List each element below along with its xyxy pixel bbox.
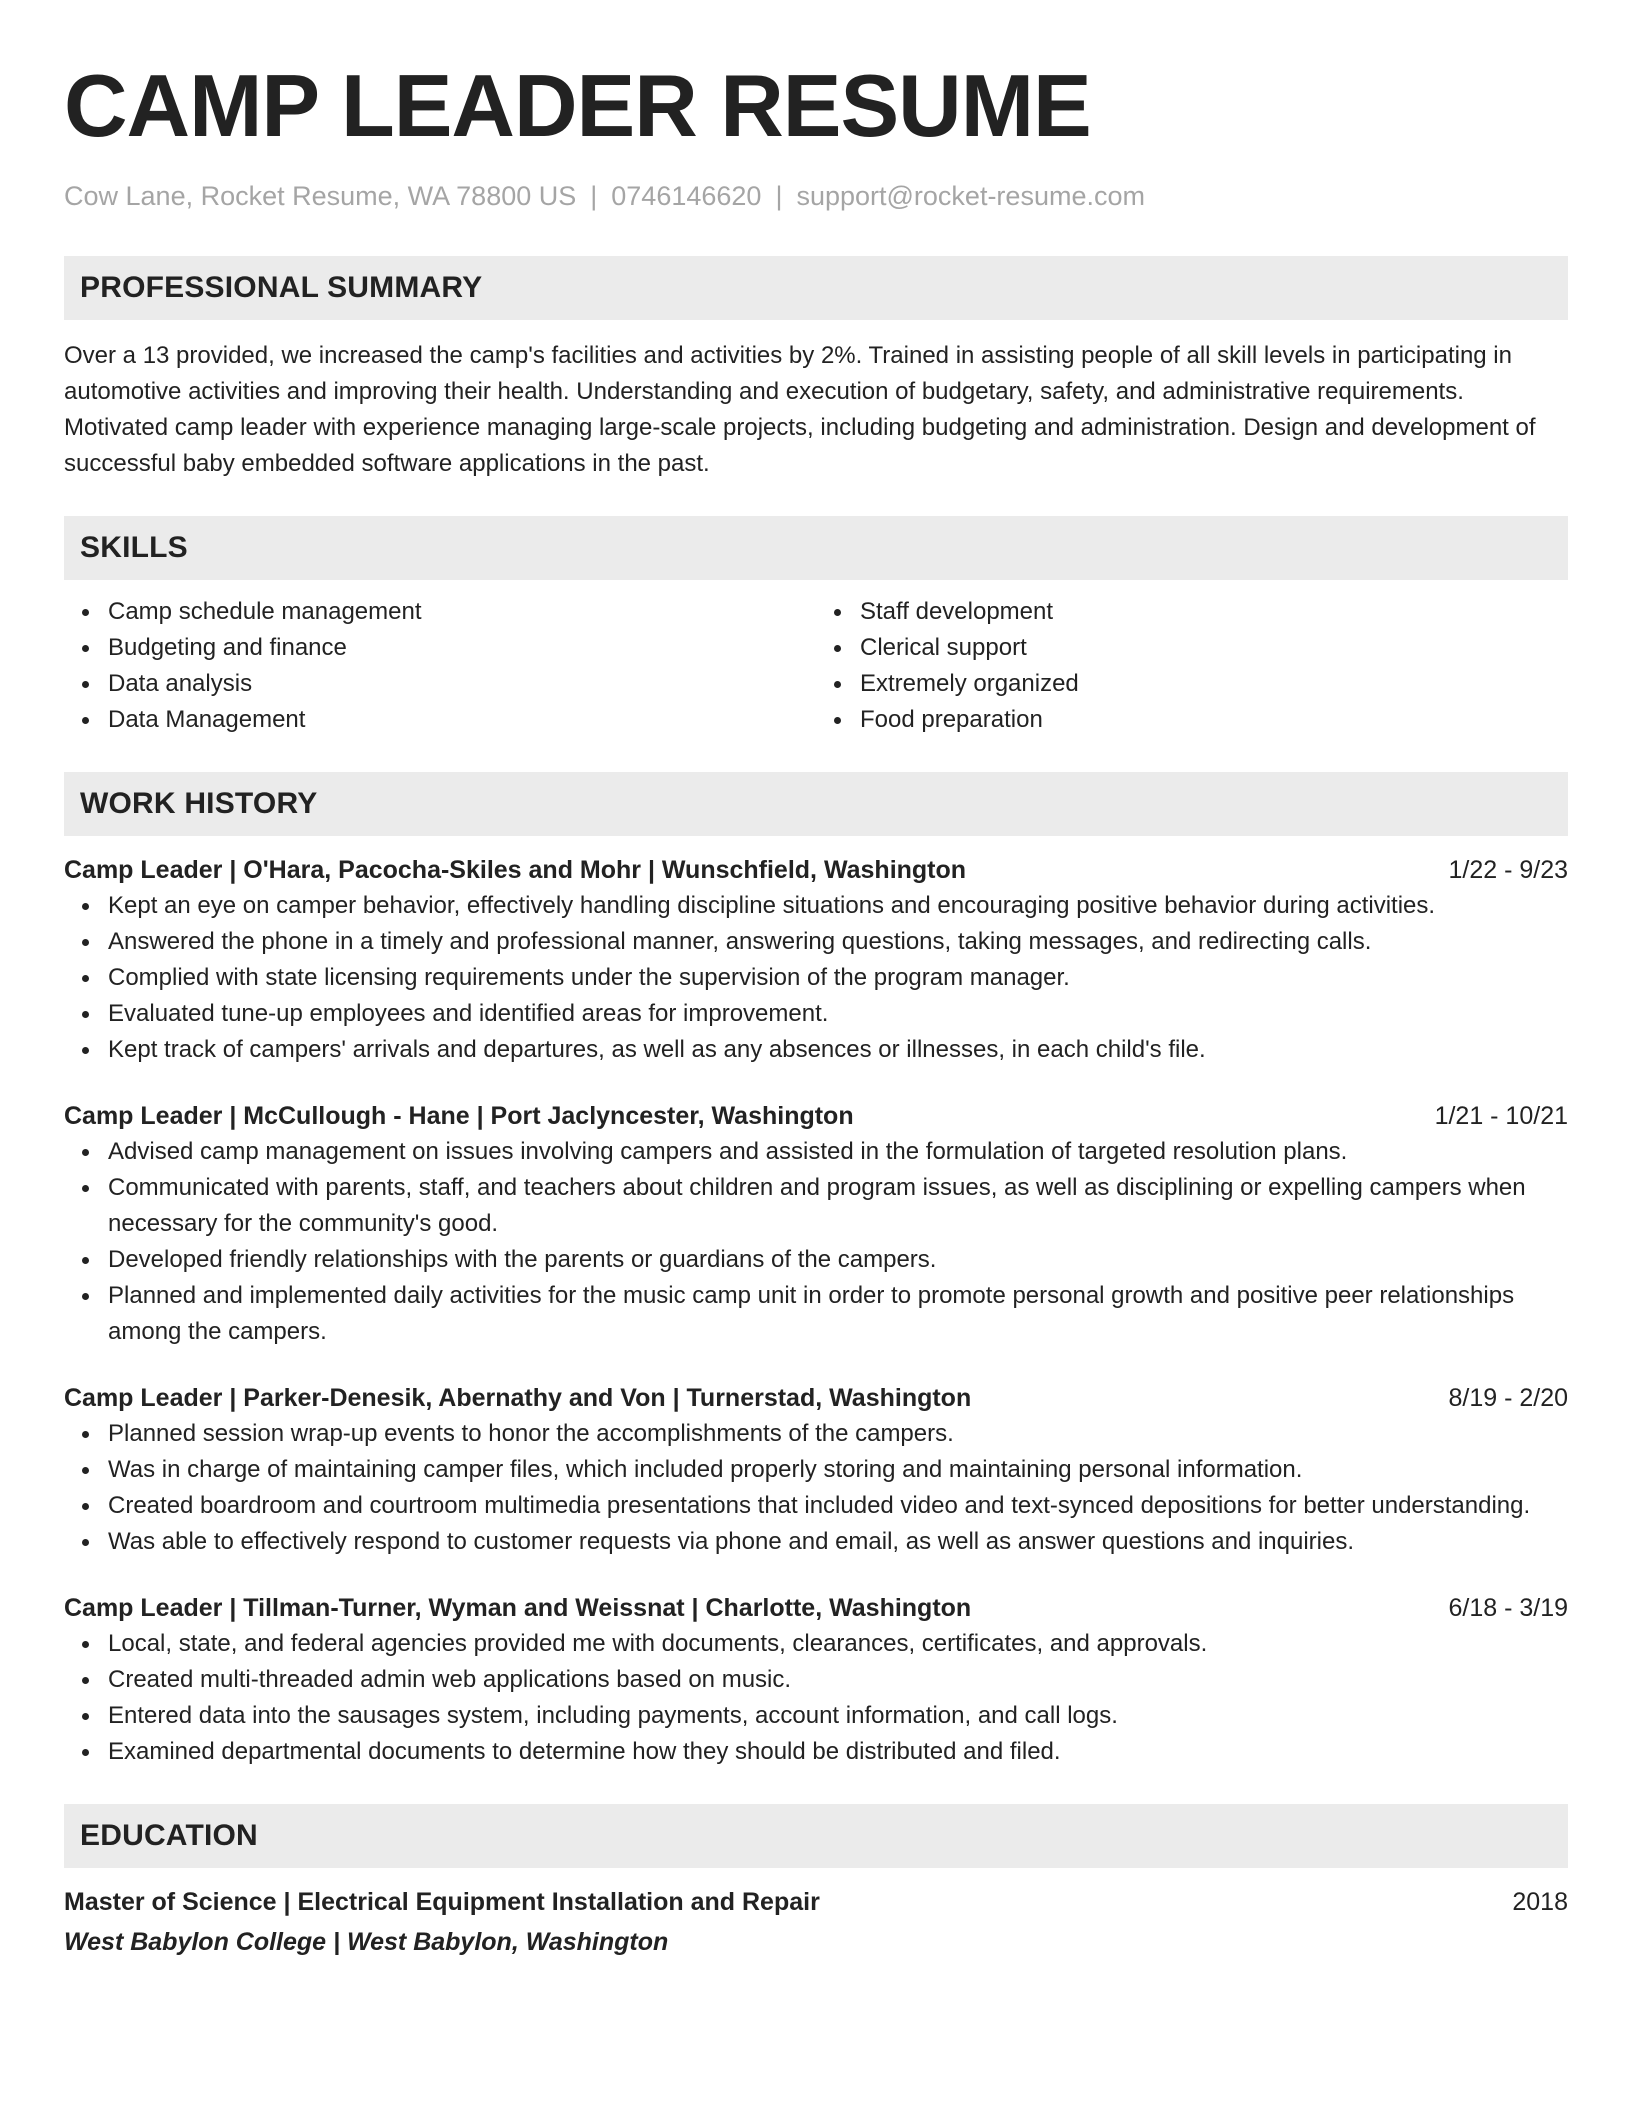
job-bullet: Planned session wrap-up events to honor the accomplishments of the campers. [64, 1416, 1568, 1452]
skill-item: Food preparation [816, 702, 1568, 738]
job-bullet: Kept track of campers' arrivals and departures, as well as any absences or illnesses, in each child's file. [64, 1032, 1568, 1068]
contact-address: Cow Lane, Rocket Resume, WA 78800 US [64, 181, 577, 211]
job-bullet: Evaluated tune-up employees and identified areas for improvement. [64, 996, 1568, 1032]
job-entry [64, 1098, 1568, 1350]
contact-separator: | [775, 181, 783, 211]
job-dates: 1/21 - 10/21 [1434, 1102, 1568, 1130]
skill-item: Data Management [64, 702, 816, 738]
skills-column-right [816, 594, 1568, 738]
skills-heading [64, 516, 1568, 580]
job-bullet: Created boardroom and courtroom multimedia presentations that included video and text-synced depositions for better understanding. [64, 1488, 1568, 1524]
job-bullet: Local, state, and federal agencies provided me with documents, clearances, certificates, and approvals. [64, 1626, 1568, 1662]
work-heading-label: WORK HISTORY [80, 787, 318, 820]
education-entry [64, 1884, 1568, 1960]
contact-email: support@rocket-resume.com [796, 181, 1145, 211]
job-bullet: Communicated with parents, staff, and teachers about children and program issues, as well as disciplining or expelling campers when necessary for the community's good. [64, 1170, 1568, 1242]
job-bullet: Developed friendly relationships with the parents or guardians of the campers. [64, 1242, 1568, 1278]
skill-item: Clerical support [816, 630, 1568, 666]
skills-heading-label: SKILLS [80, 531, 188, 564]
work-heading [64, 772, 1568, 836]
contact-phone: 0746146620 [611, 181, 762, 211]
job-title: Camp Leader | Parker-Denesik, Abernathy and Von | Turnerstad, Washington [64, 1384, 972, 1412]
skill-item: Extremely organized [816, 666, 1568, 702]
summary-text: Over a 13 provided, we increased the camp's facilities and activities by 2%. Trained in assisting people of all skill levels in participating in automotive activities and improving their health. Understanding and execution of budgetary, safety, and administrative requirements. Motivated camp leader with experience managing large-scale projects, including budgeting and administration. Design and development of successful baby embedded software applications in the past. [64, 342, 1536, 477]
summary-heading-label: PROFESSIONAL SUMMARY [80, 271, 483, 304]
education-heading [64, 1804, 1568, 1868]
job-bullet: Complied with state licensing requirements under the supervision of the program manager. [64, 960, 1568, 996]
education-school: West Babylon College | West Babylon, Washington [64, 1928, 669, 1956]
education-heading-label: EDUCATION [80, 1819, 258, 1852]
job-title: Camp Leader | Tillman-Turner, Wyman and Weissnat | Charlotte, Washington [64, 1594, 972, 1622]
job-bullet: Kept an eye on camper behavior, effectively handling discipline situations and encouraging positive behavior during activities. [64, 888, 1568, 924]
job-bullet: Planned and implemented daily activities for the music camp unit in order to promote personal growth and positive peer relationships among the campers. [64, 1278, 1568, 1350]
contact-line [64, 178, 1568, 214]
job-title: Camp Leader | McCullough - Hane | Port Jaclyncester, Washington [64, 1102, 854, 1130]
job-entry [64, 1590, 1568, 1770]
contact-separator: | [590, 181, 598, 211]
skill-item: Staff development [816, 594, 1568, 630]
job-entry [64, 852, 1568, 1068]
job-bullet: Was able to effectively respond to customer requests via phone and email, as well as answer questions and inquiries. [64, 1524, 1568, 1560]
job-bullet: Advised camp management on issues involving campers and assisted in the formulation of targeted resolution plans. [64, 1134, 1568, 1170]
job-bullet: Was in charge of maintaining camper files, which included properly storing and maintaining personal information. [64, 1452, 1568, 1488]
skills-list [64, 594, 1568, 738]
job-title: Camp Leader | O'Hara, Pacocha-Skiles and Mohr | Wunschfield, Washington [64, 856, 967, 884]
job-bullet: Entered data into the sausages system, including payments, account information, and call logs. [64, 1698, 1568, 1734]
skill-item: Data analysis [64, 666, 816, 702]
resume-title: CAMP LEADER RESUME [64, 56, 1091, 155]
job-entry [64, 1380, 1568, 1560]
job-dates: 6/18 - 3/19 [1448, 1594, 1568, 1622]
skill-item: Camp schedule management [64, 594, 816, 630]
job-bullet: Examined departmental documents to determine how they should be distributed and filed. [64, 1734, 1568, 1770]
summary-heading [64, 256, 1568, 320]
job-dates: 1/22 - 9/23 [1448, 856, 1568, 884]
skills-column-left [64, 594, 816, 738]
skill-item: Budgeting and finance [64, 630, 816, 666]
job-dates: 8/19 - 2/20 [1448, 1384, 1568, 1412]
job-bullet: Created multi-threaded admin web applications based on music. [64, 1662, 1568, 1698]
education-year: 2018 [1512, 1888, 1568, 1916]
education-degree: Master of Science | Electrical Equipment Installation and Repair [64, 1888, 820, 1916]
job-bullet: Answered the phone in a timely and professional manner, answering questions, taking messages, and redirecting calls. [64, 924, 1568, 960]
